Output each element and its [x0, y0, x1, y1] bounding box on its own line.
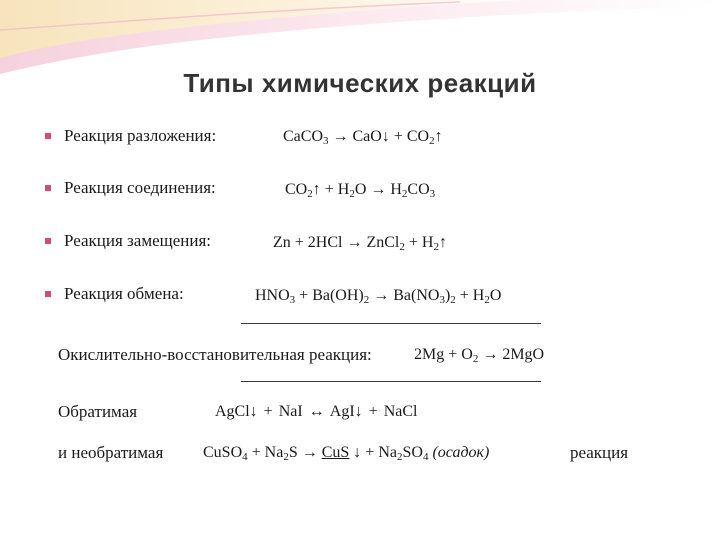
divider [241, 381, 541, 382]
page-title: Типы химических реакций [183, 68, 537, 98]
reaction-equation: CaCO$_3$ → CaO↓ + $CO_2↑$ [283, 128, 443, 147]
reversible-label: Обратимая [58, 402, 138, 421]
reaction-label: Реакция обмена: [64, 284, 184, 303]
irreversible-equation: CuSO$_4$ + $Na_2S$ → CuS ↓ + $Na_2SO_4$ (осадок) [203, 444, 490, 463]
bullet-icon [45, 291, 51, 297]
bullet-icon [45, 185, 51, 191]
reaction-label: Реакция разложения: [64, 126, 217, 145]
reaction-equation: $HNO_3 + Ba(OH)_2 \to Ba(NO_3)_2 + H_2O$ [255, 287, 502, 306]
irreversible-tail: реакция [570, 443, 629, 462]
redox-equation: $2Mg + O_2 \to 2MgO$ [414, 346, 545, 365]
reaction-label: Реакция замещения: [64, 231, 211, 250]
bullet-icon [45, 238, 51, 244]
reaction-equation: Zn + 2HCl → ZnCl$_2$ + $H_2↑$ [273, 234, 447, 253]
reaction-equation: $CO_2↑ + H_2O \to H_2CO_3$ [285, 181, 436, 200]
divider [241, 323, 541, 324]
bullet-icon [45, 133, 51, 139]
redox-label: Окислительно-восстановительная реакция: [58, 345, 372, 364]
reaction-label: Реакция соединения: [64, 178, 216, 197]
reversible-equation: AgCl↓ + NaI ↔ AgI↓ + NaCl [215, 403, 418, 420]
irreversible-label: и необратимая [58, 443, 164, 462]
